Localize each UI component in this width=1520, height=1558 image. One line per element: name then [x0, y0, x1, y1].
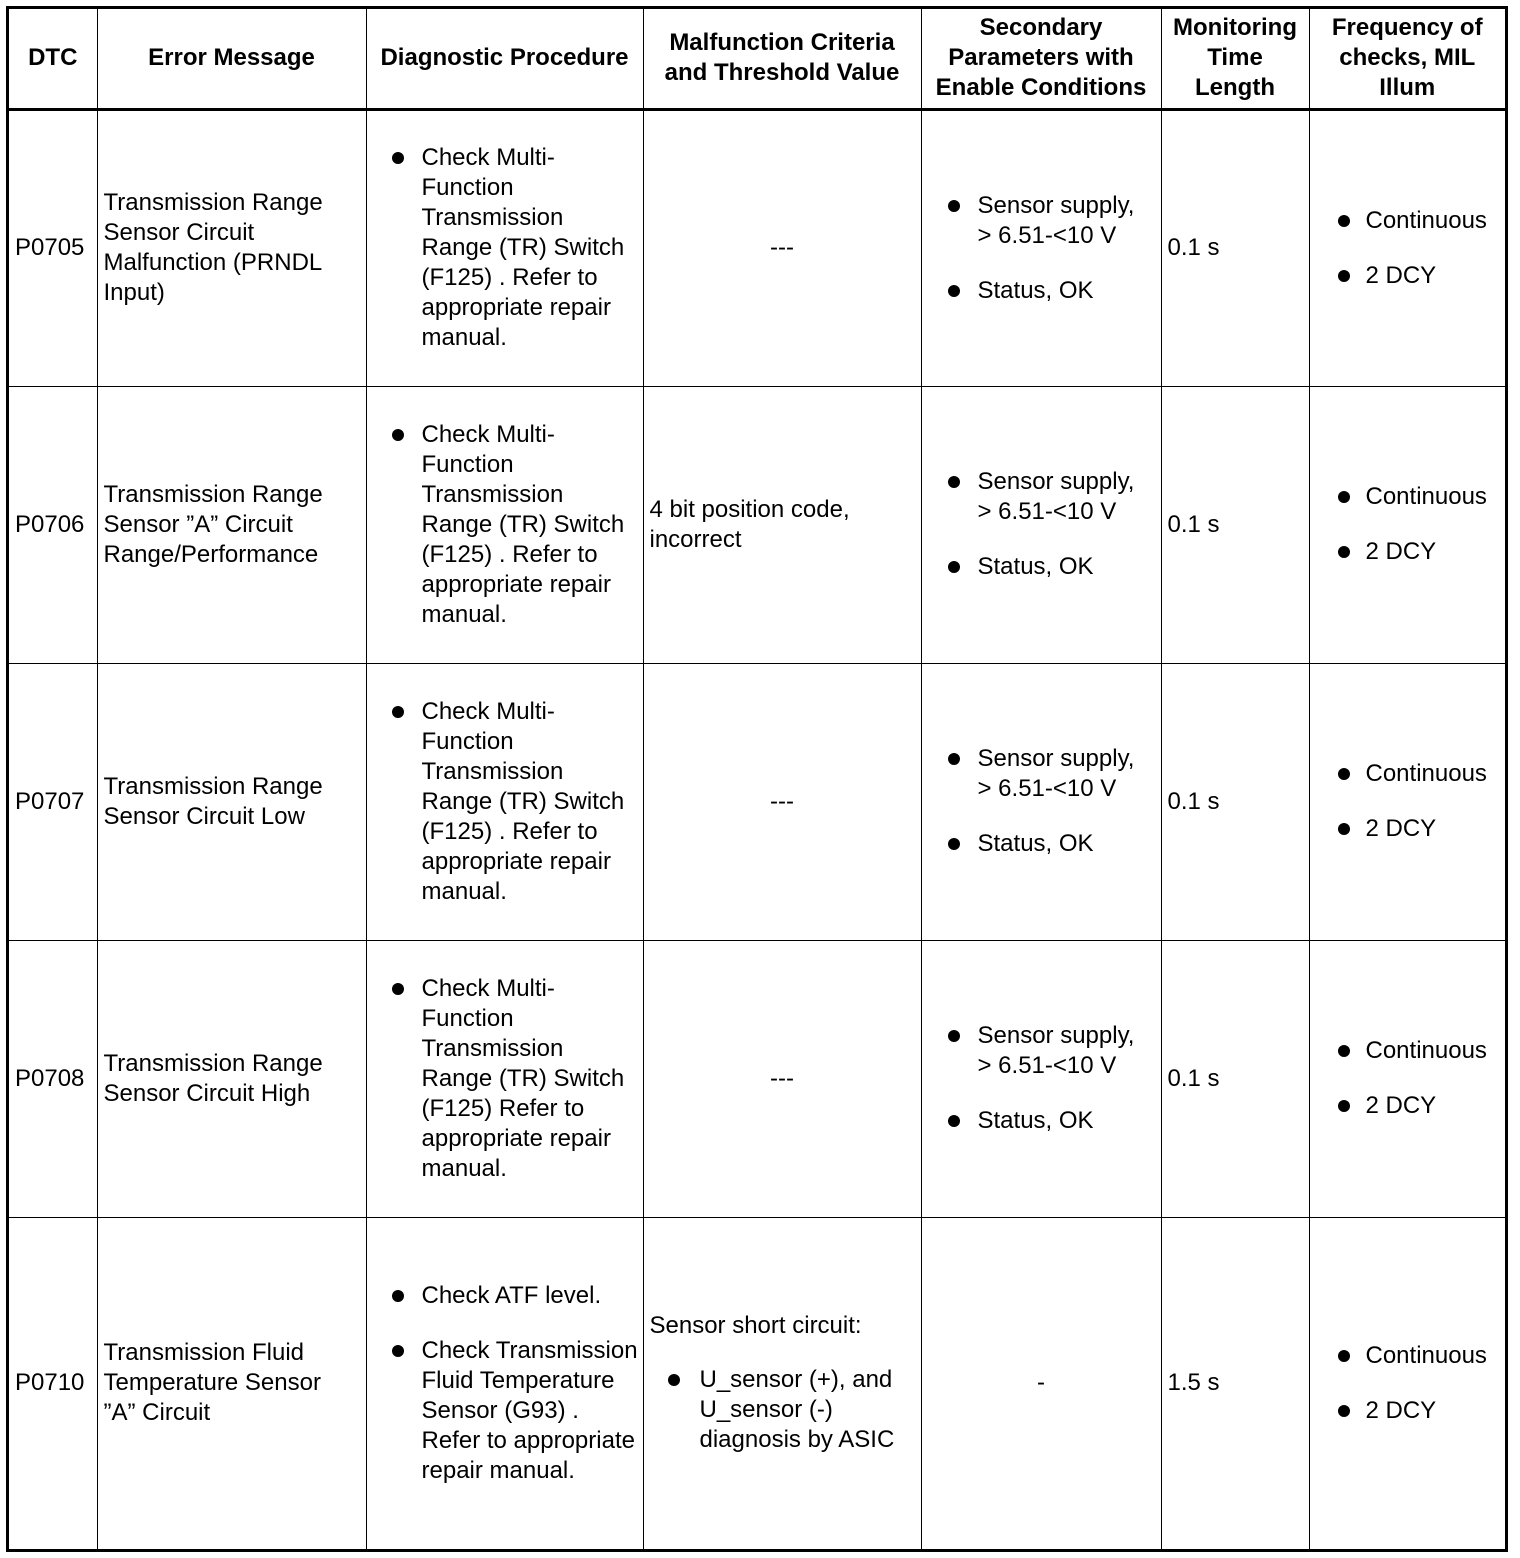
frequency-item: 2 DCY: [1320, 1396, 1500, 1426]
secondary-item: Status, OK: [930, 829, 1155, 859]
error-message-cell: [97, 940, 366, 1217]
criteria-text: 4 bit position code, incorrect: [649, 495, 850, 553]
error-message: Transmission Range Sensor Circuit Low: [103, 772, 323, 830]
secondary-item: Sensor supply, > 6.51-<10 V: [930, 467, 1155, 527]
header-row: [9, 9, 1505, 109]
frequency-item: Continuous: [1320, 482, 1500, 512]
dtc-table: [9, 9, 1505, 1549]
secondary-text: -: [1037, 1369, 1045, 1397]
secondary-list: [930, 1021, 1155, 1136]
secondary-item: Status, OK: [930, 552, 1155, 582]
error-message: Transmission Range Sensor Circuit High: [103, 1049, 323, 1107]
frequency-item: 2 DCY: [1320, 1091, 1500, 1121]
procedure-cell: [366, 109, 643, 386]
frequency-cell: [1309, 1217, 1505, 1549]
procedure-list: [375, 420, 639, 630]
monitoring-time: 1.5 s: [1167, 1369, 1220, 1397]
frequency-list: [1320, 1036, 1500, 1121]
procedure-item: Check Multi-Function Transmission Range (TR) Switch (F125) Refer to appropriate repair manual.: [375, 974, 639, 1184]
table-row: [9, 109, 1505, 386]
error-message-cell: [97, 109, 366, 386]
secondary-cell: [921, 663, 1161, 940]
secondary-cell: [921, 1217, 1161, 1549]
secondary-list: [930, 467, 1155, 582]
dtc-cell: [9, 1217, 97, 1549]
header-secondary-parameters: Secondary Parameters with Enable Conditions: [921, 9, 1161, 109]
secondary-cell: [921, 109, 1161, 386]
procedure-list: [375, 974, 639, 1184]
procedure-item: Check Transmission Fluid Temperature Sensor (G93) . Refer to appropriate repair manual.: [375, 1336, 639, 1486]
frequency-item: 2 DCY: [1320, 814, 1500, 844]
header-diagnostic-procedure: Diagnostic Procedure: [366, 9, 643, 109]
frequency-item: Continuous: [1320, 759, 1500, 789]
criteria-text: ---: [770, 1064, 794, 1092]
error-message-cell: [97, 386, 366, 663]
dtc-code: P0707: [15, 787, 85, 815]
frequency-list: [1320, 206, 1500, 291]
procedure-item: Check Multi-Function Transmission Range (TR) Switch (F125) . Refer to appropriate repair manual.: [375, 420, 639, 630]
header-error-message: Error Message: [97, 9, 366, 109]
monitoring-time-cell: [1161, 940, 1309, 1217]
monitoring-time: 0.1 s: [1167, 234, 1220, 261]
procedure-item: Check ATF level.: [375, 1281, 639, 1311]
monitoring-time: 0.1 s: [1167, 787, 1220, 815]
secondary-item: Sensor supply, > 6.51-<10 V: [930, 744, 1155, 804]
secondary-cell: [921, 940, 1161, 1217]
procedure-cell: [366, 386, 643, 663]
frequency-item: 2 DCY: [1320, 537, 1500, 567]
dtc-cell: [9, 940, 97, 1217]
criteria-cell: [643, 109, 921, 386]
monitoring-time-cell: [1161, 1217, 1309, 1549]
error-message: Transmission Fluid Temperature Sensor ”A” Circuit: [103, 1339, 321, 1427]
criteria-list: [650, 1365, 915, 1455]
frequency-list: [1320, 1341, 1500, 1426]
secondary-item: Sensor supply, > 6.51-<10 V: [930, 191, 1155, 251]
table-row: [9, 386, 1505, 663]
table-body: [9, 109, 1505, 1549]
monitoring-time: 0.1 s: [1167, 1064, 1220, 1092]
procedure-cell: [366, 940, 643, 1217]
error-message: Transmission Range Sensor ”A” Circuit Range/Performance: [103, 480, 323, 568]
dtc-table-frame: [6, 6, 1508, 1552]
procedure-cell: [366, 663, 643, 940]
monitoring-time-cell: [1161, 663, 1309, 940]
dtc-cell: [9, 663, 97, 940]
criteria-cell: [643, 663, 921, 940]
error-message-cell: [97, 663, 366, 940]
dtc-code: P0705: [15, 234, 85, 261]
monitoring-time: 0.1 s: [1167, 510, 1220, 538]
criteria-cell: [643, 940, 921, 1217]
frequency-cell: [1309, 663, 1505, 940]
monitoring-time-cell: [1161, 109, 1309, 386]
table-row: [9, 1217, 1505, 1549]
frequency-item: Continuous: [1320, 1341, 1500, 1371]
secondary-item: Status, OK: [930, 276, 1155, 306]
table-row: [9, 940, 1505, 1217]
frequency-item: Continuous: [1320, 206, 1500, 236]
header-frequency: Frequency of checks, MIL Illum: [1309, 9, 1505, 109]
header-malfunction-criteria: Malfunction Criteria and Threshold Value: [643, 9, 921, 109]
criteria-cell: [643, 1217, 921, 1549]
error-message-cell: [97, 1217, 366, 1549]
dtc-code: P0708: [15, 1064, 85, 1092]
criteria-text: ---: [770, 787, 794, 815]
secondary-item: Sensor supply, > 6.51-<10 V: [930, 1021, 1155, 1081]
monitoring-time-cell: [1161, 386, 1309, 663]
procedure-item: Check Multi-Function Transmission Range (TR) Switch (F125) . Refer to appropriate repair manual.: [375, 697, 639, 907]
table-row: [9, 663, 1505, 940]
error-message: Transmission Range Sensor Circuit Malfunction (PRNDL Input): [103, 189, 323, 306]
procedure-list: [375, 143, 639, 353]
header-dtc: DTC: [9, 9, 97, 109]
dtc-code: P0710: [15, 1369, 85, 1397]
dtc-cell: [9, 109, 97, 386]
frequency-list: [1320, 759, 1500, 844]
secondary-list: [930, 191, 1155, 306]
header-monitoring-time: Monitoring Time Length: [1161, 9, 1309, 109]
frequency-cell: [1309, 109, 1505, 386]
frequency-item: 2 DCY: [1320, 261, 1500, 291]
secondary-cell: [921, 386, 1161, 663]
procedure-item: Check Multi-Function Transmission Range (TR) Switch (F125) . Refer to appropriate repair manual.: [375, 143, 639, 353]
criteria-text: Sensor short circuit:: [649, 1312, 862, 1340]
frequency-list: [1320, 482, 1500, 567]
dtc-code: P0706: [15, 510, 85, 538]
criteria-cell: [643, 386, 921, 663]
secondary-list: [930, 744, 1155, 859]
criteria-text: ---: [770, 234, 794, 261]
frequency-cell: [1309, 940, 1505, 1217]
procedure-list: [375, 1281, 639, 1486]
secondary-item: Status, OK: [930, 1106, 1155, 1136]
criteria-item: U_sensor (+), and U_sensor (-) diagnosis by ASIC: [650, 1365, 915, 1455]
procedure-list: [375, 697, 639, 907]
dtc-cell: [9, 386, 97, 663]
frequency-item: Continuous: [1320, 1036, 1500, 1066]
frequency-cell: [1309, 386, 1505, 663]
procedure-cell: [366, 1217, 643, 1549]
